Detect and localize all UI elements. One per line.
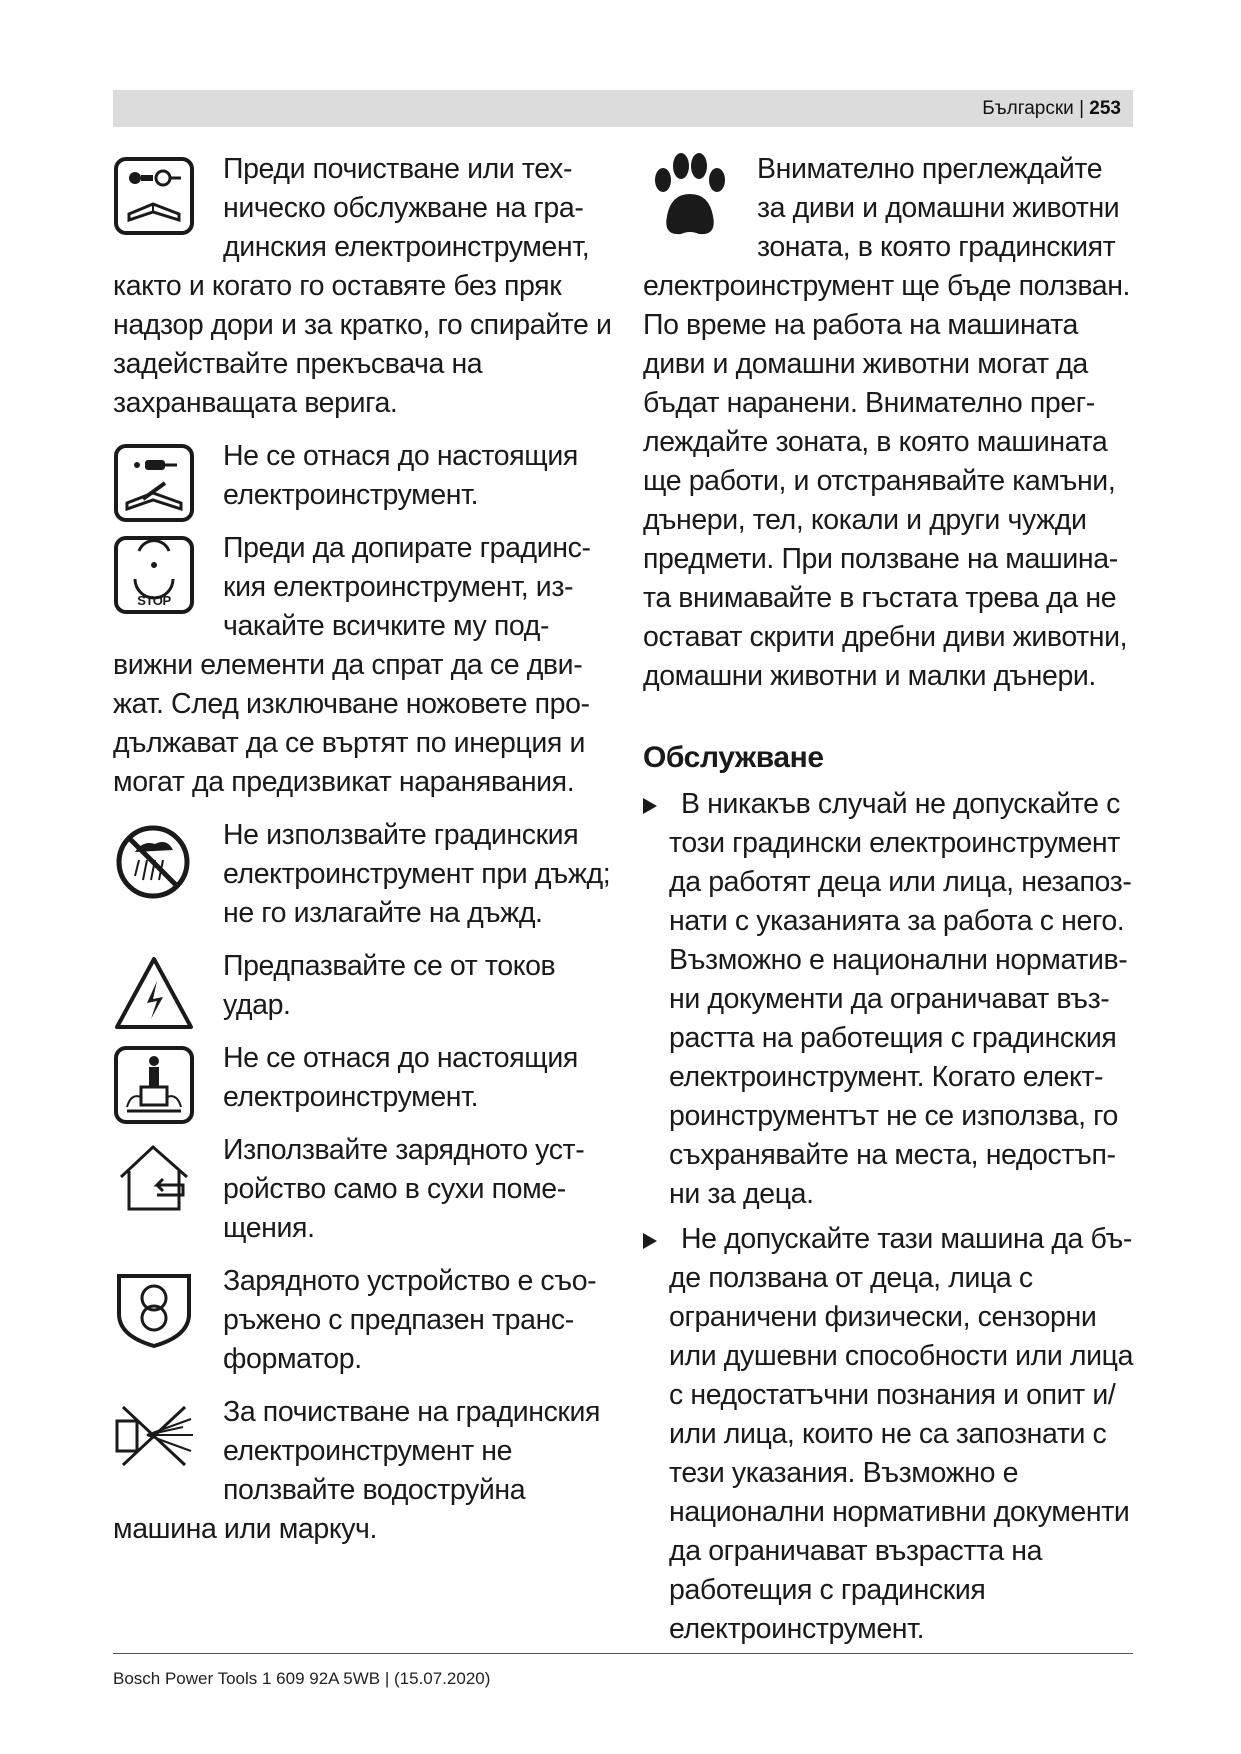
animal-warning-text: Внимателно преглеждайте за диви и домашни животни зоната, в която градинският електроинструмент ще бъде ползван. По време на работа на машината диви и домашни животни могат да бъдат наранени. Внимателно преглеждайте зоната, в която машината ще работи, и отстранявайте камъни, дънери, тел, кокали и други чужди предмети. При ползване на машината внимавайте в гъстата трева да не остават скрити дребни диви животни, домашни животни и малки дънери. [643, 153, 1131, 692]
stop-label: STOP [137, 593, 171, 608]
bullet-triangle-icon [643, 798, 657, 814]
safety-text: За почистване на градинския електроинструмент не ползвайте водоструйна машина или маркуч. [113, 1396, 601, 1545]
safety-text: Преди да допирате градинския електроинструмент, изчакайте всичките му подвижни елементи да спрат да се движат. След изключване ножовете продължават да се въртят по инерция и могат да предизвикат наранявания. [113, 532, 591, 798]
indoor-use-icon [113, 1137, 195, 1217]
safety-item [113, 150, 618, 423]
footer-divider [113, 1653, 1133, 1654]
header-language: Български [982, 98, 1074, 119]
safety-text: Не се отнася до настоящия електроинструмент. [223, 1042, 578, 1113]
header-separator: | [1073, 98, 1090, 119]
no-rain-icon [113, 822, 195, 902]
safety-text: Преди почистване или техническо обслужване на градинския електроинструмент, както и когато го оставяте без пряк надзор дори и за кратко, го спирайте и задействайте прекъсвача на захранващата верига. [113, 153, 612, 419]
safety-item [113, 1262, 618, 1379]
left-column [113, 150, 618, 1563]
safety-transformer-icon [113, 1268, 195, 1348]
electric-shock-warning-icon [113, 953, 195, 1033]
safety-text: Не се отнася до настоящия електроинструмент. [223, 440, 578, 511]
animal-warning-item [643, 150, 1135, 696]
bullet-text: Не допускайте тази машина да бъде ползвана от деца, лица с ограничени физически, сензорни или душевни способности или лица с недостатъчни познания и опит и/или лица, които не са запознати с тези указания. Възможно е национални нормативни документи да ограничават възрастта на работещия с градинския електроинструмент. [669, 1223, 1134, 1645]
power-disconnect-manual-icon [113, 156, 195, 236]
safety-item [113, 1393, 618, 1549]
safety-item [113, 529, 618, 802]
safety-item [113, 1039, 618, 1117]
page-number: 253 [1089, 98, 1121, 119]
section-heading: Обслужване [643, 741, 824, 774]
page-header [113, 90, 1133, 127]
bullet-item [643, 1220, 1135, 1649]
bullet-triangle-icon [643, 1233, 657, 1249]
header-text [982, 98, 1121, 120]
paw-print-icon [643, 150, 735, 244]
operator-machine-icon [113, 1045, 195, 1125]
bullet-item [643, 785, 1135, 1214]
stop-rotation-icon [113, 535, 195, 615]
safety-item [113, 437, 618, 515]
safety-item [113, 1131, 618, 1248]
safety-item [113, 816, 618, 933]
safety-item [113, 947, 618, 1025]
no-water-jet-icon [113, 1399, 195, 1479]
manual-wrench-icon [113, 443, 195, 523]
bullet-text: В никакъв случай не допускайте с този градински електроинструмент да работят деца или лица, незапознати с указанията за работа с него. Възможно е национални нормативни документи да ограничават възрастта на работещия с градинския електроинструмент. Когато електроинструментът не се използва, го съхранявайте на места, недостъпни за деца. [669, 788, 1132, 1210]
safety-text: Предпазвайте се от токов удар. [223, 950, 556, 1021]
safety-text: Не използвайте градинския електроинструмент при дъжд; не го излагайте на дъжд. [223, 819, 611, 929]
right-column [643, 150, 1135, 1655]
footer-text: Bosch Power Tools 1 609 92A 5WB | (15.07.2020) [113, 1669, 491, 1688]
safety-text: Използвайте зарядното устройство само в сухи помещения. [223, 1134, 585, 1244]
safety-text: Зарядното устройство е съоръжено с предпазен трансформатор. [223, 1265, 597, 1375]
